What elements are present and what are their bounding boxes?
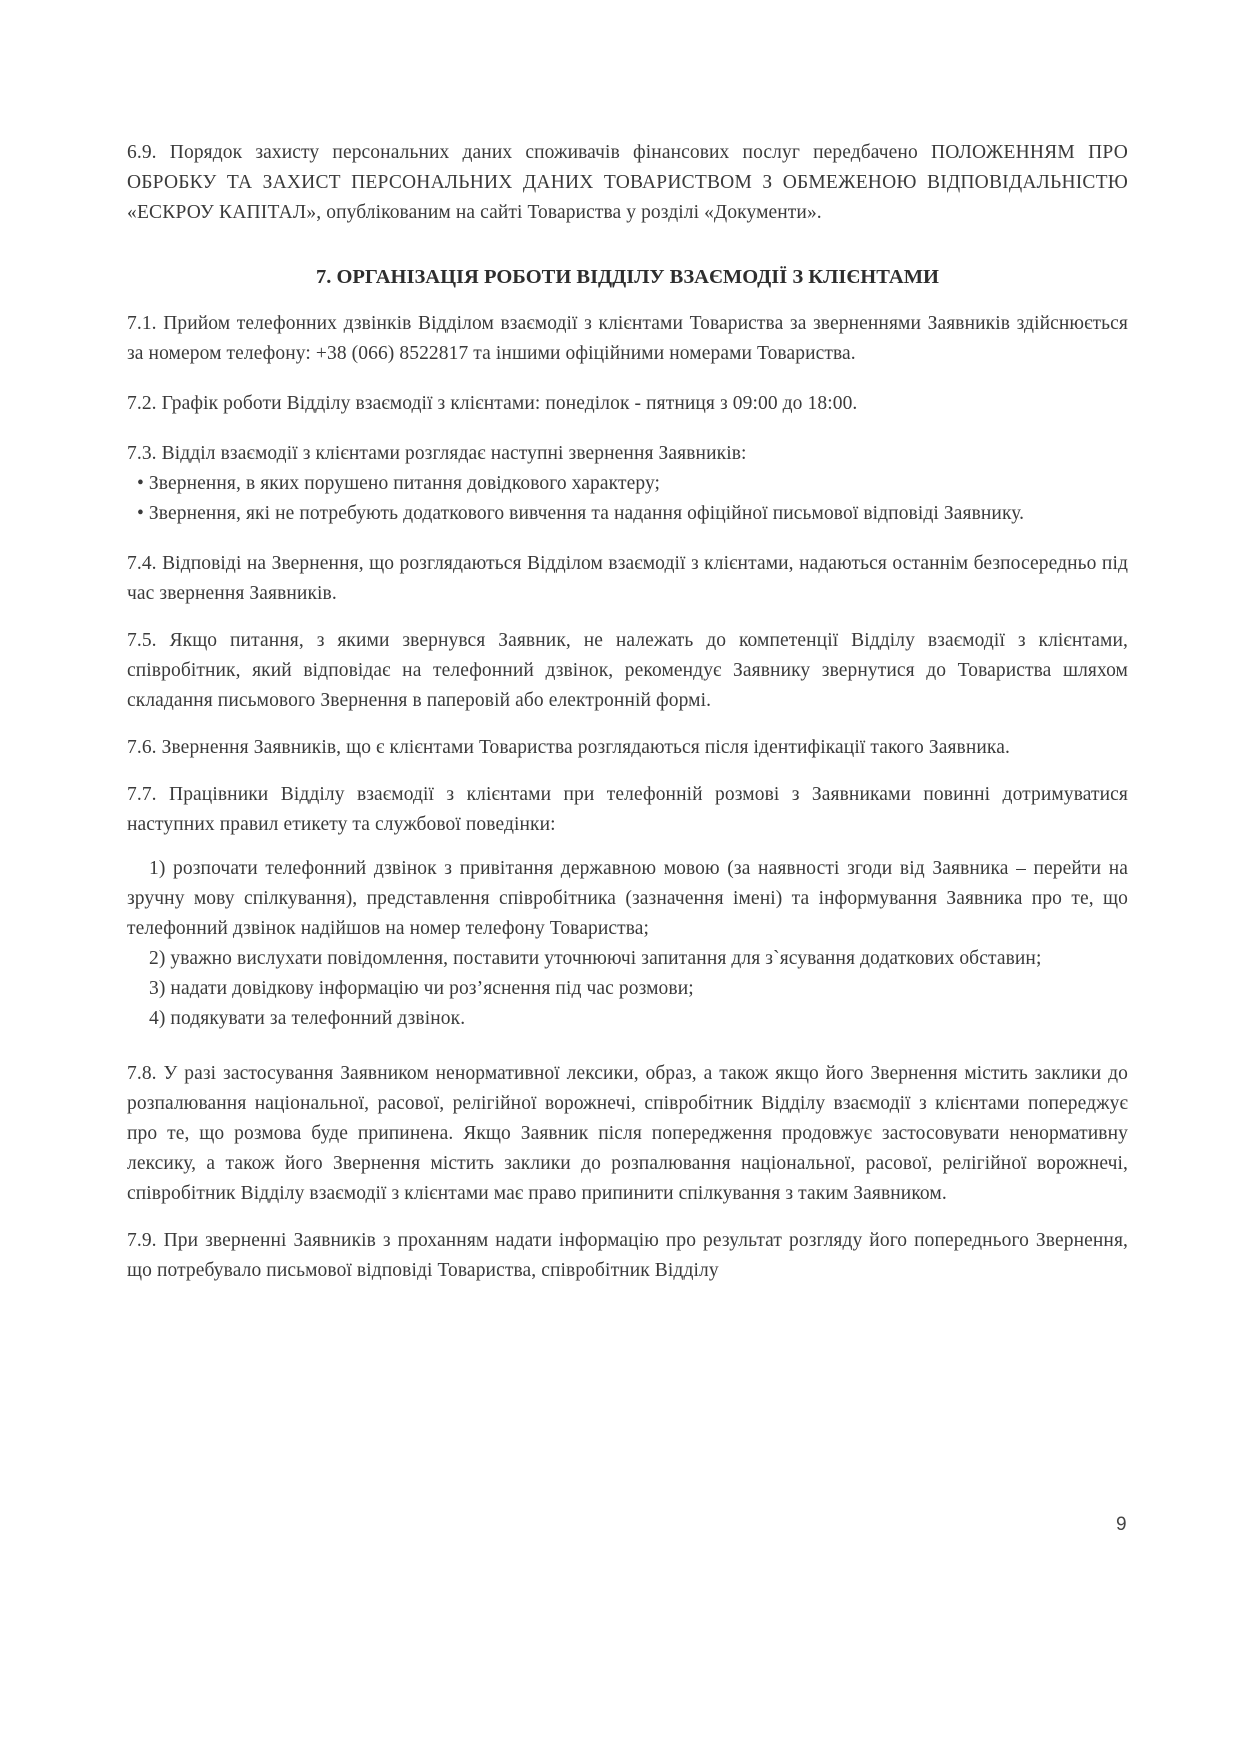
paragraph-7-4: 7.4. Відповіді на Звернення, що розглядаються Відділом взаємодії з клієнтами, надаються останнім безпосередньо під час звернення Заявників. [127,553,1128,604]
list-item: • Звернення, в яких порушено питання довідкового характеру; [137,473,661,494]
etiquette-rules-list [127,854,1128,1034]
paragraph-7-7-intro: 7.7. Працівники Відділу взаємодії з клієнтами при телефонній розмові з Заявниками повинні дотримуватися наступних правил етикету та службової поведінки: [127,784,1128,835]
paragraph-7-7 [127,780,1128,1034]
paragraph-6-9-tail: , опублікованим на сайті Товариства у розділі «Документи». [316,202,822,223]
section-heading: 7. ОРГАНІЗАЦІЯ РОБОТИ ВІДДІЛУ ВЗАЄМОДІЇ З КЛІЄНТАМИ [315,266,940,288]
paragraph-7-1: 7.1. Прийом телефонних дзвінків Відділом взаємодії з клієнтами Товариства за зверненнями Заявників здійснюється за номером телефону: +38 (066) 8522817 та іншими офіційними номерами Товариства. [127,313,1128,364]
paragraph-6-9-intro: 6.9. Порядок захисту персональних даних споживачів фінансових послуг передбачено [127,142,918,163]
regulation-title: ПОЛОЖЕННЯМ ПРО ОБРОБКУ ТА ЗАХИСТ ПЕРСОНАЛЬНИХ ДАНИХ ТОВАРИСТВОМ З ОБМЕЖЕНОЮ ВІДПОВІДАЛЬНІСТЮ «ЕСКРОУ КАПІТАЛ» [127,142,1128,223]
paragraph-7-8: 7.8. У разі застосування Заявником ненормативної лексики, образ, а також якщо його Звернення містить заклики до розпалювання національної, расової, релігійної ворожнечі, співробітник Відділу взаємодії з клієнтами попереджує про те, що розмова буде припинена. Якщо Заявник після попередження продовжує застосовувати ненормативну лексику, а також його Звернення містить заклики до розпалювання національної, расової, релігійної ворожнечі, співробітник Відділу взаємодії з клієнтами має право припинити спілкування з таким Заявником. [127,1063,1128,1204]
paragraph-6-9 [127,138,1128,228]
list-item: 2) уважно вислухати повідомлення, поставити уточнюючі запитання для з`ясування додаткових обставин; [149,948,1042,969]
paragraph-7-9: 7.9. При зверненні Заявників з проханням надати інформацію про результат розгляду його попереднього Звернення, що потребувало письмової відповіді Товариства, співробітник Відділу [127,1230,1128,1281]
list-item: 1) розпочати телефонний дзвінок з привітання державною мовою (за наявності згоди від Заявника – перейти на зручну мову спілкування), представлення співробітника (зазначення імені) та інформування Заявника про те, що телефонний дзвінок надійшов на номер телефону Товариства; [127,858,1128,939]
list-item: 4) подякувати за телефонний дзвінок. [149,1008,466,1029]
list-item: 3) надати довідкову інформацію чи роз’яснення під час розмови; [149,978,694,999]
page-number: 9 [1116,1514,1127,1535]
page-content [127,138,1128,1286]
paragraph-7-3-intro: 7.3. Відділ взаємодії з клієнтами розглядає наступні звернення Заявників: [127,443,747,464]
paragraph-7-6: 7.6. Звернення Заявників, що є клієнтами Товариства розглядаються після ідентифікації такого Заявника. [127,737,1010,758]
paragraph-7-2: 7.2. Графік роботи Відділу взаємодії з клієнтами: понеділок - пятниця з 09:00 до 18:00. [127,393,858,414]
paragraph-7-3 [127,439,1128,529]
paragraph-7-5: 7.5. Якщо питання, з якими звернувся Заявник, не належать до компетенції Відділу взаємодії з клієнтами, співробітник, який відповідає на телефонний дзвінок, рекомендує Заявнику звернутися до Товариства шляхом складання письмового Звернення в паперовій або електронній формі. [127,630,1128,711]
list-item: • Звернення, які не потребують додаткового вивчення та надання офіційної письмової відповіді Заявнику. [137,503,1025,524]
